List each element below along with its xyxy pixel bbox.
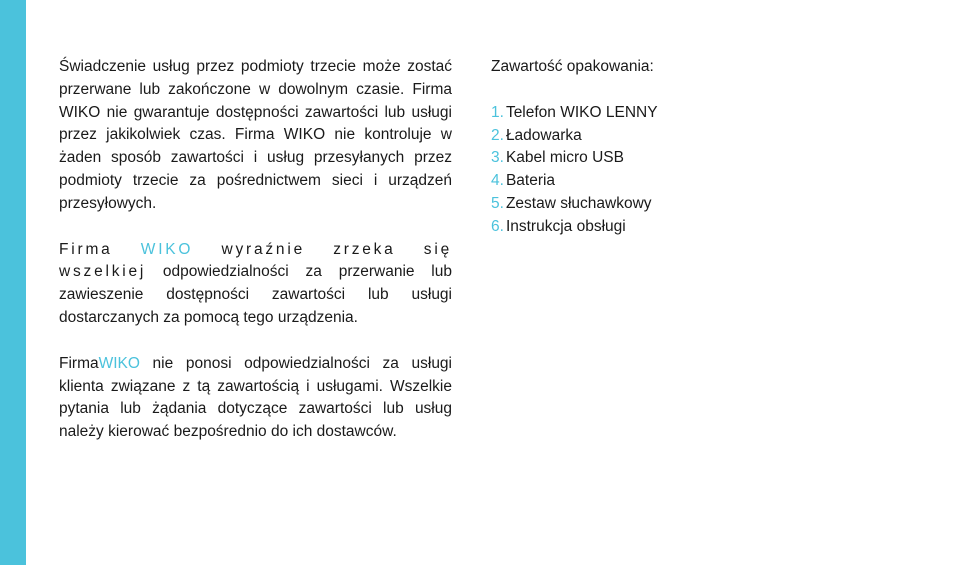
responsibility-rest: nie ponosi odpowiedzialności za usługi klienta związane z tą zawartością i usługami. Wszelkie pytania lub żądania dotyczące zawartości lub usług należy kierować bezpośrednio do ich dostawców. — [59, 354, 452, 441]
item-label: Zestaw słuchawkowy — [505, 194, 652, 212]
disclaimer-spaced-text: wyraźnie zrzeka się wszelkiej — [59, 240, 452, 281]
package-contents-list — [491, 102, 791, 239]
responsibility-prefix: Firma — [59, 354, 99, 372]
left-text-column — [59, 56, 452, 467]
package-contents-column — [491, 56, 791, 239]
item-label: Bateria — [505, 172, 556, 190]
list-item — [491, 125, 791, 148]
paragraph-no-responsibility — [59, 353, 452, 444]
item-number: 3. — [491, 149, 504, 167]
list-item — [491, 147, 791, 170]
package-contents-title: Zawartość opakowania: — [491, 58, 654, 75]
paragraph-liability-disclaimer — [59, 239, 452, 330]
item-number: 4. — [491, 172, 504, 190]
item-number: 2. — [491, 126, 504, 144]
item-number: 5. — [491, 194, 504, 212]
brand-wiko: WIKO — [140, 240, 194, 258]
item-label: Kabel micro USB — [505, 149, 624, 167]
list-item — [491, 193, 791, 216]
side-accent-bar — [0, 0, 26, 565]
list-item — [491, 170, 791, 193]
disclaimer-rest: odpowiedzialności za przerwanie lub zawieszenie dostępności zawartości lub usługi dostarczanych za pomocą tego urządzenia. — [59, 263, 452, 326]
item-number: 1. — [491, 103, 504, 121]
list-item — [491, 216, 791, 239]
paragraph-service-interruption: Świadczenie usług przez podmioty trzecie może zostać przerwane lub zakończone w dowolnym czasie. Firma WIKO nie gwarantuje dostępności zawartości lub usługi przez jakikolwiek czas. Firma WIKO nie kontroluje w żaden sposób zawartości i usług przesyłanych przez podmioty trzecie za pośrednictwem sieci i urządzeń przesyłowych. — [59, 58, 452, 212]
disclaimer-prefix: Firma — [59, 240, 141, 258]
item-label: Instrukcja obsługi — [505, 217, 626, 235]
list-item — [491, 102, 791, 125]
item-label: Ładowarka — [505, 126, 582, 144]
item-label: Telefon WIKO LENNY — [505, 103, 658, 121]
item-number: 6. — [491, 217, 504, 235]
brand-wiko: WIKO — [98, 354, 140, 372]
